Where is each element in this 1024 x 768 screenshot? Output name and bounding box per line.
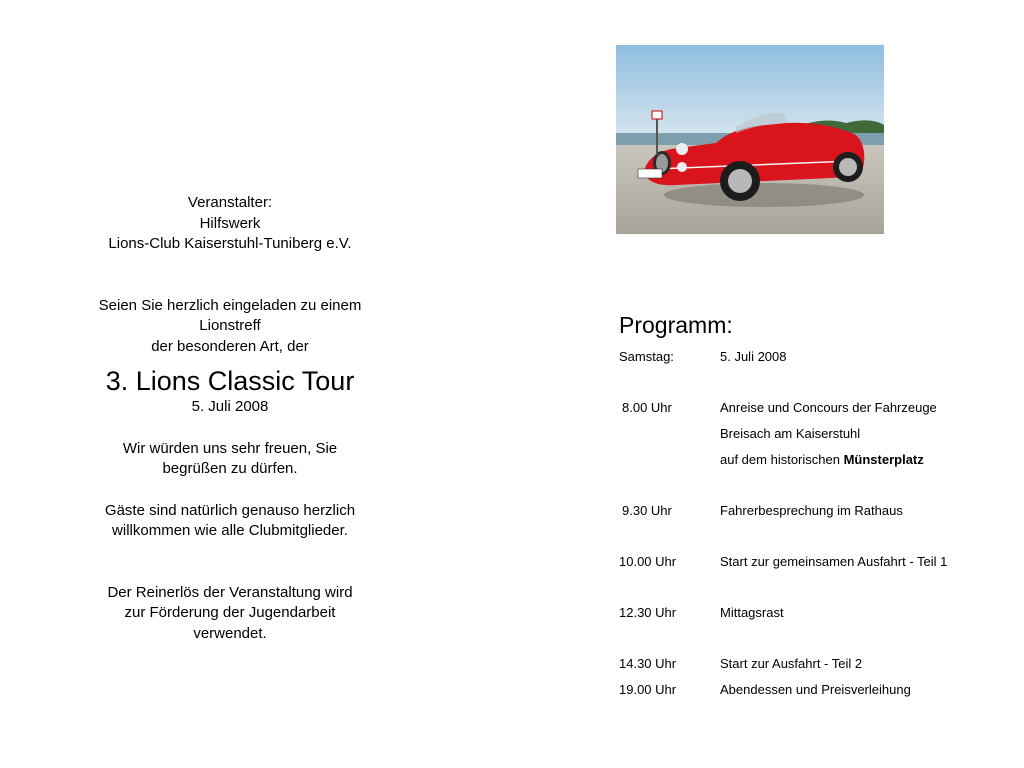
schedule-text: Fahrerbesprechung im Rathaus <box>720 503 903 518</box>
programm-title: Programm: <box>619 312 733 338</box>
tour-date: 5. Juli 2008 <box>191 398 269 415</box>
guests-line-2: willkommen wie alle Clubmitglieder. <box>112 522 348 539</box>
schedule-text-bold: Münsterplatz <box>843 452 924 467</box>
schedule-text: Breisach am Kaiserstuhl <box>720 426 861 441</box>
schedule-text: Start zur Ausfahrt - Teil 2 <box>720 656 863 671</box>
schedule-time: 19.00 Uhr <box>619 682 677 697</box>
red-classic-convertible-photo <box>616 45 884 234</box>
schedule-text: Start zur gemeinsamen Ausfahrt - Teil 1 <box>720 554 948 569</box>
schedule-text <box>720 452 924 468</box>
tour-title: 3. Lions Classic Tour <box>105 366 355 396</box>
day-label: Samstag: <box>619 349 674 364</box>
schedule-text: Abendessen und Preisverleihung <box>720 682 911 697</box>
proceeds-line-2: zur Förderung der Jugendarbeit <box>124 604 336 621</box>
organizer-line-2: Lions-Club Kaiserstuhl-Tuniberg e.V. <box>108 235 352 252</box>
invitation-text <box>70 193 390 644</box>
guests-line-1: Gäste sind natürlich genauso herzlich <box>104 501 356 519</box>
schedule-text: Anreise und Concours der Fahrzeuge <box>720 400 937 415</box>
invite-line-2: Lionstreff <box>199 317 261 334</box>
schedule-text-plain: auf dem historischen <box>720 452 844 467</box>
schedule-time: 12.30 Uhr <box>619 605 677 620</box>
proceeds-line-1: Der Reinerlös der Veranstaltung wird <box>107 583 353 601</box>
schedule-time: 9.30 Uhr <box>622 503 672 518</box>
proceeds-line-3: verwendet. <box>193 624 267 642</box>
invite-line-1: Seien Sie herzlich eingeladen zu einem <box>98 296 362 314</box>
organizer-label: Veranstalter: <box>187 194 273 211</box>
schedule-time: 14.30 Uhr <box>619 656 677 671</box>
schedule-time: 10.00 Uhr <box>619 554 677 569</box>
day-date: 5. Juli 2008 <box>720 349 787 364</box>
welcome-line-1: Wir würden uns sehr freuen, Sie <box>122 439 338 457</box>
welcome-line-2: begrüßen zu dürfen. <box>162 460 298 477</box>
schedule-text: Mittagsrast <box>720 605 784 620</box>
schedule-time: 8.00 Uhr <box>622 400 672 415</box>
organizer-line-1: Hilfswerk <box>199 214 261 232</box>
invite-line-3: der besonderen Art, der <box>151 337 309 355</box>
